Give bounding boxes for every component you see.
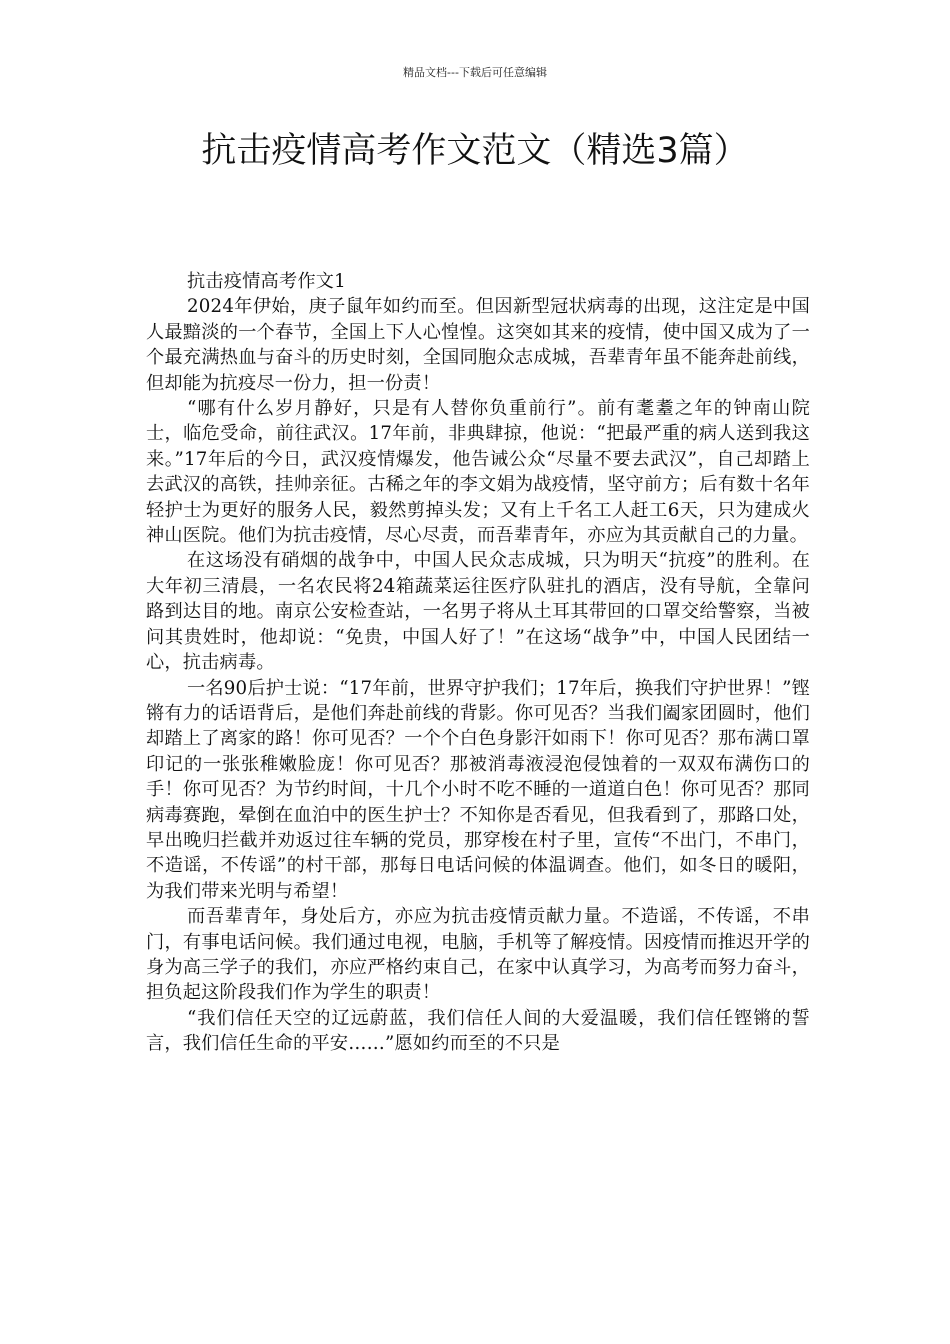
section-heading: 抗击疫情高考作文1: [187, 271, 346, 292]
document-title: 抗击疫情高考作文范文（精选3篇）: [201, 131, 749, 171]
paragraph: “我们信任天空的辽远蔚蓝，我们信任人间的大爱温暖，我们信任铿锵的誓言，我们信任生命的平安……”愿如约而至的不只是: [146, 1007, 810, 1055]
paragraph: 而吾辈青年，身处后方，亦应为抗击疫情贡献力量。不造谣，不传谣，不串门，有事电话问候。我们通过电视，电脑，手机等了解疫情。因疫情而推迟开学的身为高三学子的我们，亦应严格约束自己，在家中认真学习，为高考而努力奋斗，担负起这阶段我们作为学生的职责！: [146, 906, 810, 1004]
header-note: 精品文档---下载后可任意编辑: [403, 66, 547, 79]
paragraph: 一名90后护士说：“17年前，世界守护我们；17年后，换我们守护世界！”铿锵有力的话语背后，是他们奔赴前线的背影。你可见否？当我们阖家团圆时，他们却踏上了离家的路！你可见否？一个个白色身影汗如雨下！你可见否？那布满口罩印记的一张张稚嫩脸庞！你可见否？那被消毒液浸泡侵蚀着的一双双布满伤口的手！你可见否？为节约时间，十几个小时不吃不睡的一道道白色！你可见否？那同病毒赛跑，晕倒在血泊中的医生护士？不知你是否看见，但我看到了，那路口处，早出晚归拦截并劝返过往车辆的党员，那穿梭在村子里，宣传“不出门，不串门，不造谣，不传谣”的村干部，那每日电话问候的体温调查。他们，如冬日的暖阳，为我们带来光明与希望！: [146, 677, 810, 902]
paragraph: 2024年伊始，庚子鼠年如约而至。但因新型冠状病毒的出现，这注定是中国人最黯淡的一个春节，全国上下人心惶惶。这突如其来的疫情，使中国又成为了一个最充满热血与奋斗的历史时刻，全国同胞众志成城，吾辈青年虽不能奔赴前线，但却能为抗疫尽一份力，担一份责！: [146, 296, 810, 394]
paragraph: “哪有什么岁月静好，只是有人替你负重前行”。前有耄耋之年的钟南山院士，临危受命，前往武汉。17年前，非典肆掠，他说：“把最严重的病人送到我这来。”17年后的今日，武汉疫情爆发，他告诫公众“尽量不要去武汉”，自己却踏上去武汉的高铁，挂帅亲征。古稀之年的李文娟为战疫情，坚守前方；后有数十名年轻护士为更好的服务人民，毅然剪掉头发；又有上千名工人赶工6天，只为建成火神山医院。他们为抗击疫情，尽心尽责，而吾辈青年，亦应为其贡献自己的力量。: [146, 398, 810, 547]
document-body: [146, 269, 810, 1057]
paragraph: 在这场没有硝烟的战争中，中国人民众志成城，只为明天“抗疫”的胜利。在大年初三清晨，一名农民将24箱蔬菜运往医疗队驻扎的酒店，没有导航，全靠问路到达目的地。南京公安检查站，一名男子将从土耳其带回的口罩交给警察，当被问其贵姓时，他却说：“免贵，中国人好了！”在这场“战争”中，中国人民团结一心，抗击病毒。: [146, 550, 810, 674]
